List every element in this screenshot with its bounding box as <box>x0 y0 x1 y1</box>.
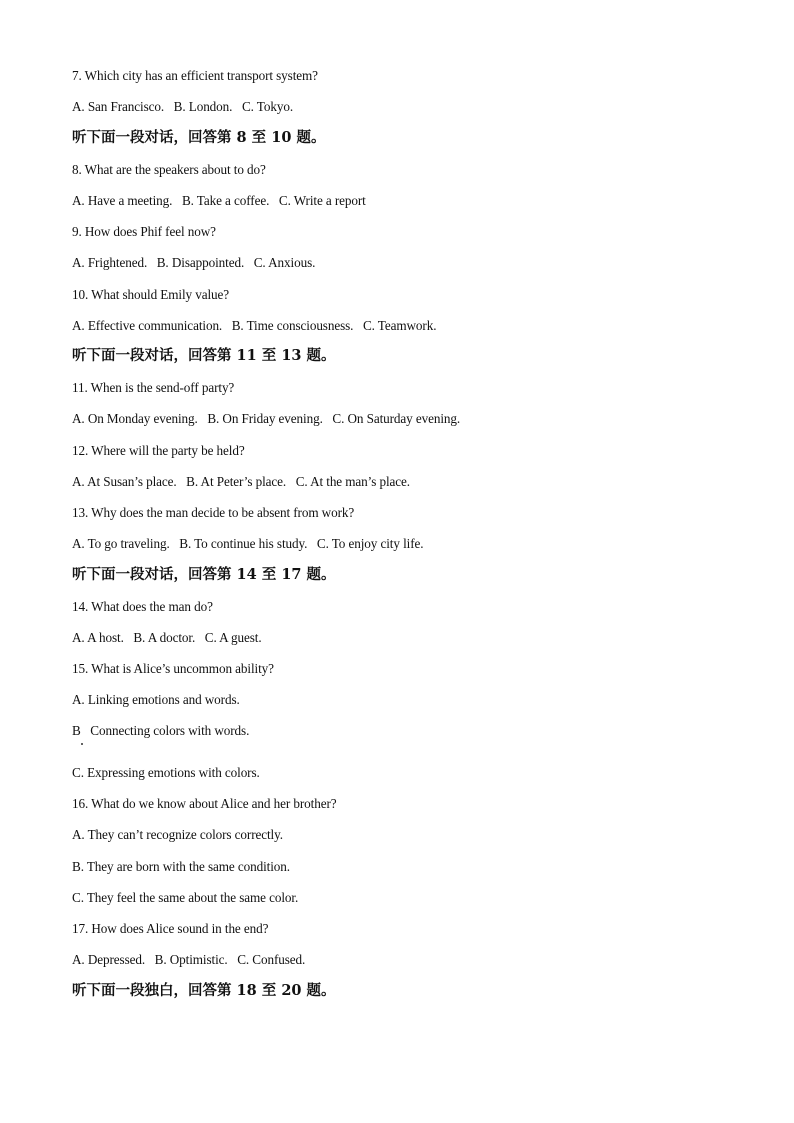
question-16-option-a: A. They can’t recognize colors correctly. <box>72 827 283 842</box>
question-8: 8. What are the speakers about to do? <box>72 162 266 177</box>
question-7-options: A. San Francisco. B. London. C. Tokyo. <box>72 99 294 114</box>
question-15-option-c: C. Expressing emotions with colors. <box>72 765 260 780</box>
question-14-options: A. A host. B. A doctor. C. A guest. <box>72 630 262 645</box>
question-8-options: A. Have a meeting. B. Take a coffee. C. Write a report <box>72 193 366 208</box>
question-11: 11. When is the send-off party? <box>72 380 235 395</box>
stray-dot <box>81 743 83 745</box>
question-12: 12. Where will the party be held? <box>72 443 245 458</box>
question-15-option-a: A. Linking emotions and words. <box>72 692 240 707</box>
section-heading-11-13: 听下面一段对话，回答第 11 至 13 题。 <box>72 347 336 364</box>
question-16-option-b: B. They are born with the same condition. <box>72 859 290 874</box>
question-14: 14. What does the man do? <box>72 599 213 614</box>
question-17: 17. How does Alice sound in the end? <box>72 921 269 936</box>
question-13: 13. Why does the man decide to be absent from work? <box>72 505 355 520</box>
question-7: 7. Which city has an efficient transport system? <box>72 68 318 83</box>
section-heading-18-20: 听下面一段独白，回答第 18 至 20 题。 <box>72 982 336 999</box>
section-heading-14-17: 听下面一段对话，回答第 14 至 17 题。 <box>72 566 336 583</box>
question-16-option-c: C. They feel the same about the same color. <box>72 890 299 905</box>
question-11-options: A. On Monday evening. B. On Friday evening. C. On Saturday evening. <box>72 411 461 426</box>
section-heading-8-10: 听下面一段对话，回答第 8 至 10 题。 <box>72 129 326 146</box>
question-13-options: A. To go traveling. B. To continue his study. C. To enjoy city life. <box>72 536 424 551</box>
question-10-options: A. Effective communication. B. Time consciousness. C. Teamwork. <box>72 318 437 333</box>
question-16: 16. What do we know about Alice and her brother? <box>72 796 337 811</box>
question-9: 9. How does Phif feel now? <box>72 224 216 239</box>
question-12-options: A. At Susan’s place. B. At Peter’s place. C. At the man’s place. <box>72 474 410 489</box>
question-15: 15. What is Alice’s uncommon ability? <box>72 661 274 676</box>
question-17-options: A. Depressed. B. Optimistic. C. Confused. <box>72 952 306 967</box>
question-9-options: A. Frightened. B. Disappointed. C. Anxious. <box>72 255 316 270</box>
question-10: 10. What should Emily value? <box>72 287 230 302</box>
question-15-option-b: B Connecting colors with words. <box>72 723 250 738</box>
